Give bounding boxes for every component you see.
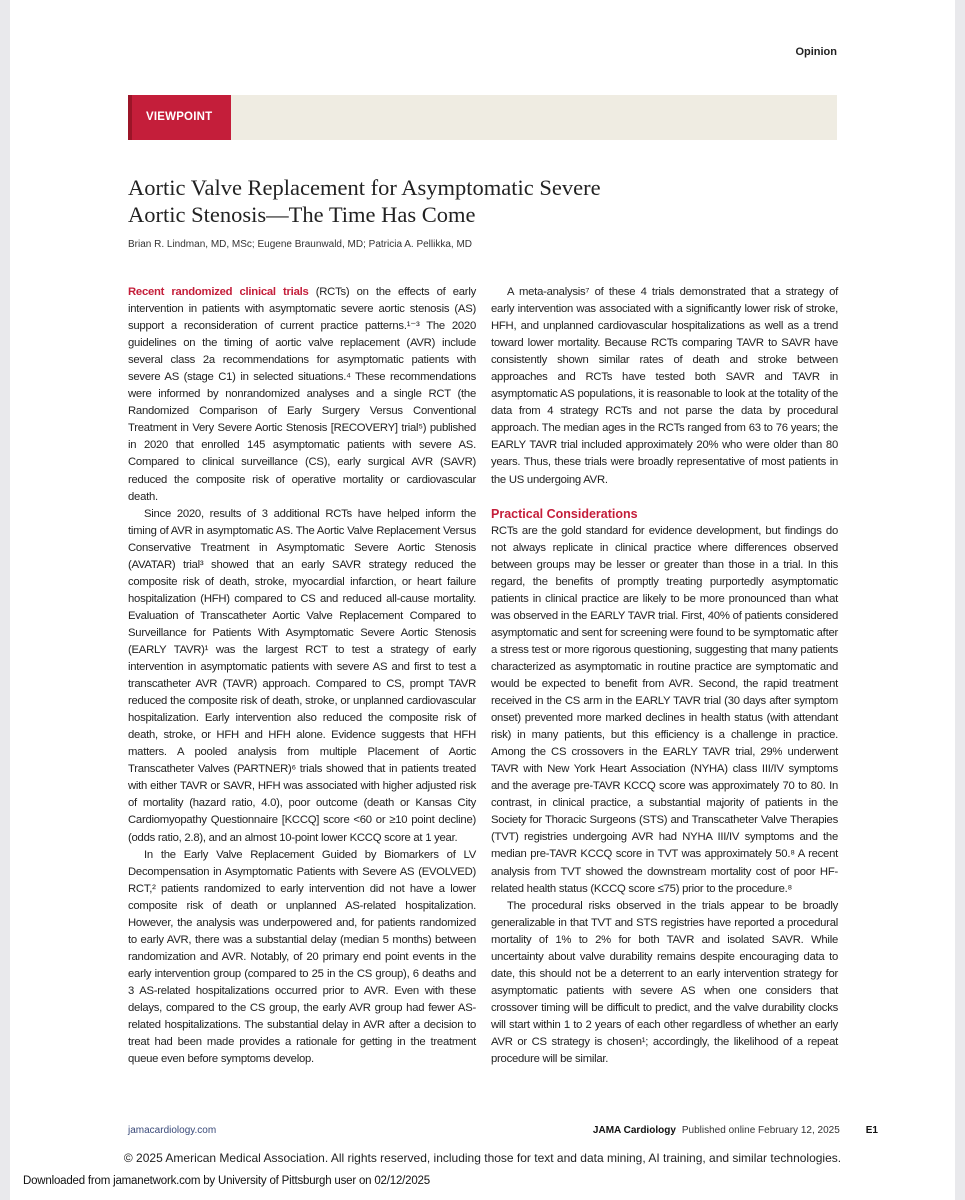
paragraph-text: (RCTs) on the effects of early intervention in patients with asymptomatic severe aortic stenosis (AS) support a reconsideration of current practice patterns.¹⁻³ The 2020 guidelines on the timing of aortic valve replacement (AVR) include several class 2a recommendations for asymptomatic patients with severe AS (stage C1) in selected situations.⁴ These recommendations were informed by nonrandomized analyses and a single RCT (the Randomized Comparison of Early Surgery Versus Conventional Treatment in Very Severe Aortic Stenosis [RECOVERY] trial⁵) published in 2020 that enrolled 145 asymptomatic patients with severe AS. Compared to clinical surveillance (CS), early surgical AVR (SAVR) reduced the composite risk of operative mortality or cardiovascular death. (128, 286, 476, 503)
section-heading: Practical Considerations (491, 506, 638, 521)
article-type-label: VIEWPOINT (146, 111, 213, 123)
left-column (128, 284, 476, 1068)
lead-in: Recent randomized clinical trials (128, 286, 309, 298)
article-title: Aortic Valve Replacement for Asymptomatic Severe Aortic Stenosis—The Time Has Come (128, 175, 601, 227)
page-footer-info (593, 1125, 878, 1136)
article-authors: Brian R. Lindman, MD, MSc; Eugene Braunwald, MD; Patricia A. Pellikka, MD (128, 239, 473, 250)
paragraph: RCTs are the gold standard for evidence development, but findings do not always replicate in clinical practice where differences observed between groups may be lesser or greater than those in a trial. In this regard, the benefits of promptly treating purportedly asymptomatic patients in clinical practice are likely to be more pronounced than what was observed in the EARLY TAVR trial. First, 40% of patients considered asymptomatic and sent for screening were found to be symptomatic after a stress test or more rigorous questioning, suggesting that many patients characterized as asymptomatic in routine practice are symptomatic and would be expected to benefit from AVR. Second, the rapid treatment received in the CS arm in the EARLY TAVR trial (30 days after symptom onset) prevented more marked declines in health status (with attendant risk) in many patients, but this efficiency is a challenge in practice. Among the CS crossovers in the EARLY TAVR trial, 29% underwent TAVR with New York Heart Association (NYHA) class III/IV symptoms and the average pre-TAVR KCCQ score was approximately 70 to 80. In contrast, in clinical practice, a substantial majority of patients in the Society for Thoracic Surgeons (STS) and Transcatheter Valve Therapies (TVT) registries undergoing AVR had NYHA III/IV symptoms and the median pre-TAVR KCCQ score in TVT was approximately 50.⁸ A recent analysis from TVT showed the downstream mortality cost of poor HF-related health status (KCCQ score ≤75) prior to the procedure.⁸ (491, 524, 838, 895)
article-type-banner (128, 95, 837, 140)
paragraph: The procedural risks observed in the trials appear to be broadly generalizable in that TVT and STS registries have reported a procedural mortality of 1% to 2% for both TAVR and isolated SAVR. While uncertainty about valve durability remains despite encouraging data to date, this should not be a deterrent to an early intervention strategy for asymptomatic patients with severe AS when one considers that crossover timing will be difficult to predict, and the valve durability clocks will start within 1 to 2 years of each other regardless of whether an early AVR or CS strategy is chosen¹; accordingly, the likelihood of a repeat procedure will be similar. (491, 899, 838, 1066)
copyright-notice: © 2025 American Medical Association. All rights reserved, including those for text and data mining, AI training, and similar technologies. (123, 1151, 842, 1165)
paragraph: Since 2020, results of 3 additional RCTs have helped inform the timing of AVR in asymptomatic AS. The Aortic Valve Replacement Versus Conservative Treatment in Asymptomatic Severe Aortic Stenosis (AVATAR) trial³ showed that an early SAVR strategy reduced the composite risk of death, stroke, myocardial infarction, or heart failure hospitalization (HFH) compared to CS and reduced all-cause mortality. Evaluation of Transcatheter Aortic Valve Replacement Compared to Surveillance for Patients With Asymptomatic Severe Aortic Stenosis (EARLY TAVR)¹ was the largest RCT to test a strategy of early intervention in asymptomatic patients with severe AS and first to test a transcatheter AVR (TAVR) approach. Compared to CS, prompt TAVR reduced the composite risk of death, stroke, or unplanned cardiovascular hospitalization. Early intervention also reduced the composite risk of death, stroke, or HFH and HFH alone. Evidence suggests that HFH matters. A pooled analysis from multiple Placement of Aortic Transcatheter Valves (PARTNER)⁶ trials showed that in patients treated with either TAVR or SAVR, HFH was associated with higher adjusted risk of mortality (hazard ratio, 4.0), poor outcome (death or Kansas City Cardiomyopathy Questionnaire [KCCQ] score <60 or ≥10 point decline) (odds ratio, 2.8), and an almost 10-point lower KCCQ score at 1 year. (128, 507, 476, 844)
section-label: Opinion (795, 46, 837, 58)
right-column (491, 284, 838, 1068)
journal-name: JAMA Cardiology (592, 1125, 676, 1136)
paragraph (128, 284, 476, 506)
paragraph: In the Early Valve Replacement Guided by Biomarkers of LV Decompensation in Asymptomatic Patients with Severe AS (EVOLVED) RCT,² patients randomized to early intervention did not have a lower composite risk of death or unplanned AS-related hospitalization. However, the analysis was underpowered and, for patients randomized to early AVR, there was a substantial delay (median 5 months) between randomization and AVR. Notably, of 20 primary end point events in the early intervention group (compared to 25 in the CS group), 6 deaths and 3 AS-related hospitalizations occurred prior to AVR. Even with these delays, compared to the CS group, the early AVR group had fewer AS-related hospitalizations. The substantial delay in AVR after a decision to treat had been made provides a rationale for getting in the treatment queue even before symptoms develop. (128, 848, 476, 1066)
download-notice: Downloaded from jamanetwork.com by University of Pittsburgh user on 02/12/2025 (23, 1175, 430, 1187)
page-number: E1 (865, 1125, 878, 1136)
journal-website-link[interactable]: jamacardiology.com (128, 1125, 217, 1136)
paragraph: A meta-analysis⁷ of these 4 trials demonstrated that a strategy of early intervention was associated with a significantly lower risk of stroke, HFH, and unplanned cardiovascular hospitalizations as well as a trend toward lower mortality. Because RCTs comparing TAVR to SAVR have consistently shown similar rates of death and stroke between approaches and RCTs have tested both SAVR and TAVR in asymptomatic AS populations, it is reasonable to look at the totality of the data from 4 strategy RCTs and not parse the data by procedural approach. The median ages in the RCTs ranged from 63 to 76 years; the EARLY TAVR trial included approximately 20% who were older than 80 years. Thus, these trials were broadly representative of most patients in the US undergoing AVR. (491, 286, 838, 486)
article-type-badge (128, 95, 231, 140)
publication-date: Published online February 12, 2025 (681, 1125, 840, 1136)
